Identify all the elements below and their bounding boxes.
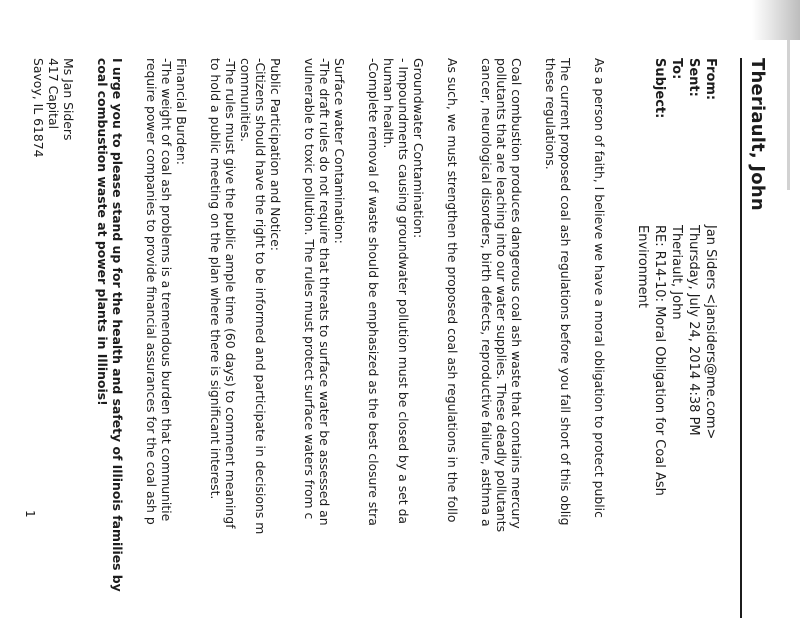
- signature-name: Ms Jan Siders: [61, 58, 76, 141]
- financial-burden-line-1: -The weight of coal ash problems is a tremendous burden that communitie: [159, 58, 174, 522]
- public-participation-line-2: communities.: [238, 58, 253, 142]
- sent-label: Sent:: [686, 58, 701, 97]
- financial-burden-line-2: require power companies to provide financial assurances for the coal ash p: [144, 58, 159, 525]
- groundwater-line-2: human health.: [381, 58, 396, 149]
- groundwater-line-3: -Complete removal of waste should be emphasized as the best closure stra: [366, 58, 381, 526]
- to-value: Theriault, John: [669, 225, 684, 320]
- subject-value-continued: Environment: [635, 225, 650, 309]
- document-title: Theriault, John: [747, 58, 768, 211]
- title-rule: [740, 58, 742, 618]
- from-label: From:: [703, 58, 718, 101]
- closing-line-2: coal combustion waste at power plants in Illinois!: [95, 58, 110, 406]
- page-number: 1: [23, 510, 37, 518]
- signature-city: Savoy, IL 61874: [31, 58, 46, 158]
- groundwater-line-1: - Impoundments causing groundwater pollution must be closed by a set da: [396, 58, 411, 525]
- signature-address: 417 Capital: [46, 58, 61, 130]
- subject-value: RE: R14-10: Moral Obligation for Coal Ash: [652, 225, 667, 496]
- sent-value: Thursday, July 24, 2014 4:38 PM: [686, 225, 701, 436]
- financial-burden-heading: Financial Burden:: [174, 58, 189, 165]
- coal-paragraph-line-2: pollutants that are leaching into our water supplies. These deadly pollutants: [494, 58, 509, 533]
- surface-water-line-2: vulnerable to toxic pollution. The rules must protect surface waters from c: [302, 58, 317, 520]
- coal-paragraph-line-3: cancer, neurological disorders, birth defects, reproductive failure, asthma a: [479, 58, 494, 527]
- subject-label: Subject:: [652, 58, 667, 119]
- strengthen-line: As such, we must strengthen the proposed coal ash regulations in the follo: [445, 58, 460, 523]
- closing-line-1: I urge you to please stand up for the health and safety of Illinois families by: [110, 58, 125, 592]
- surface-water-heading: Surface water Contamination:: [332, 58, 347, 244]
- to-label: To:: [669, 58, 684, 80]
- current-regs-line-1: The current proposed coal ash regulations before you fall short of this oblig: [558, 58, 573, 526]
- current-regs-line-2: these regulations.: [543, 58, 558, 170]
- coal-paragraph-line-1: Coal combustion produces dangerous coal ash waste that contains mercury: [509, 58, 524, 529]
- public-participation-heading: Public Participation and Notice:: [268, 58, 283, 251]
- public-participation-line-4: to hold a public meeting on the plan where there is significant interest.: [208, 58, 223, 500]
- from-value: Jan Siders <jansiders@me.com>: [703, 225, 718, 440]
- intro-paragraph: As a person of faith, I believe we have a moral obligation to protect public: [592, 58, 607, 518]
- public-participation-line-3: -The rules must give the public ample time (60 days) to comment meaningf: [223, 58, 238, 529]
- groundwater-heading: Groundwater Contamination:: [411, 58, 426, 239]
- public-participation-line-1: -Citizens should have the right to be informed and participate in decisions m: [253, 58, 268, 535]
- surface-water-line-1: -The draft rules do not require that threats to surface water be assessed an: [317, 58, 332, 526]
